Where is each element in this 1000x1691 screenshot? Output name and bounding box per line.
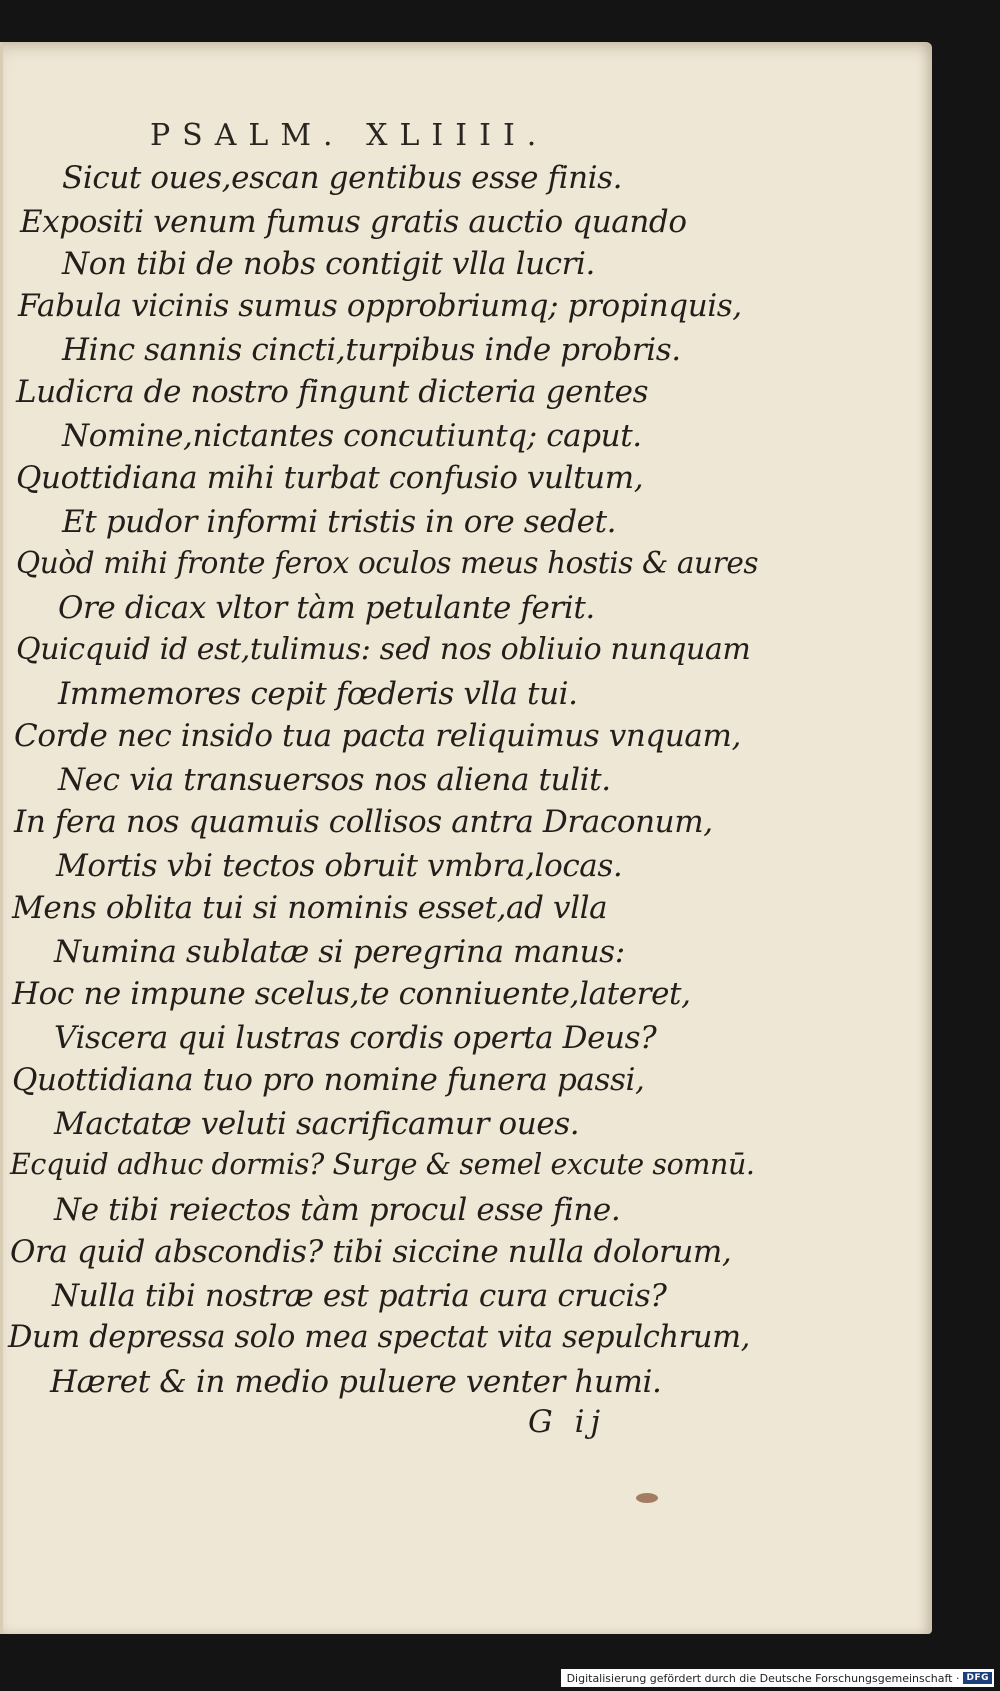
dfg-logo-icon: DFG (963, 1672, 992, 1684)
signature-mark: G ij (528, 1404, 607, 1440)
verse-line: Sicut oues,escan gentibus esse finis. (62, 160, 623, 196)
verse-line: Hæret & in medio puluere venter humi. (50, 1364, 662, 1400)
verse-line: Quicquid id est,tulimus: sed nos obliuio nunquam (16, 632, 751, 667)
verse-line: Viscera qui lustras cordis operta Deus? (54, 1020, 657, 1056)
verse-line: Ecquid adhuc dormis? Surge & semel excute somnū. (10, 1148, 755, 1181)
ink-stain (636, 1493, 658, 1503)
verse-line: Expositi venum fumus gratis auctio quando (20, 204, 687, 240)
book-page (0, 42, 932, 1634)
verse-line: Mactatæ veluti sacrificamur oues. (54, 1106, 580, 1142)
verse-line: Quottidiana mihi turbat confusio vultum, (16, 460, 644, 496)
verse-line: Ore dicax vltor tàm petulante ferit. (58, 590, 595, 626)
verse-line: Immemores cepit fœderis vlla tui. (58, 676, 578, 712)
verse-line: Corde nec insido tua pacta reliquimus vnquam, (14, 718, 741, 754)
verse-line: Nulla tibi nostræ est patria cura crucis? (52, 1278, 667, 1314)
running-head: PSALM. XLIIII. (150, 118, 549, 153)
verse-line: Ora quid abscondis? tibi siccine nulla dolorum, (10, 1234, 732, 1270)
verse-line: Et pudor informi tristis in ore sedet. (62, 504, 617, 540)
verse-line: Hoc ne impune scelus,te conniuente,lateret, (12, 976, 691, 1012)
verse-line: Nec via transuersos nos aliena tulit. (58, 762, 611, 798)
verse-line: Quottidiana tuo pro nomine funera passi, (12, 1062, 645, 1098)
verse-line: Numina sublatæ si peregrina manus: (54, 934, 625, 970)
verse-line: Dum depressa solo mea spectat vita sepulchrum, (8, 1320, 750, 1355)
verse-line: In fera nos quamuis collisos antra Draconum, (14, 804, 713, 840)
verse-line: Mortis vbi tectos obruit vmbra,locas. (56, 848, 623, 884)
verse-line: Ludicra de nostro fingunt dicteria gentes (16, 374, 649, 410)
verse-line: Non tibi de nobs contigit vlla lucri. (62, 246, 596, 282)
verse-line: Hinc sannis cincti,turpibus inde probris. (62, 332, 681, 368)
verse-line: Fabula vicinis sumus opprobriumq; propinquis, (18, 288, 742, 324)
page-edge (0, 42, 3, 1634)
verse-line: Nomine,nictantes concutiuntq; caput. (62, 418, 642, 454)
verse-line: Mens oblita tui si nominis esset,ad vlla (12, 890, 608, 926)
verse-line: Quòd mihi fronte ferox oculos meus hostis & aures (16, 546, 759, 580)
funding-credit: Digitalisierung gefördert durch die Deutsche Forschungsgemeinschaft · (566, 1671, 960, 1685)
digitization-footer (561, 1669, 994, 1687)
verse-line: Ne tibi reiectos tàm procul esse fine. (54, 1192, 621, 1228)
